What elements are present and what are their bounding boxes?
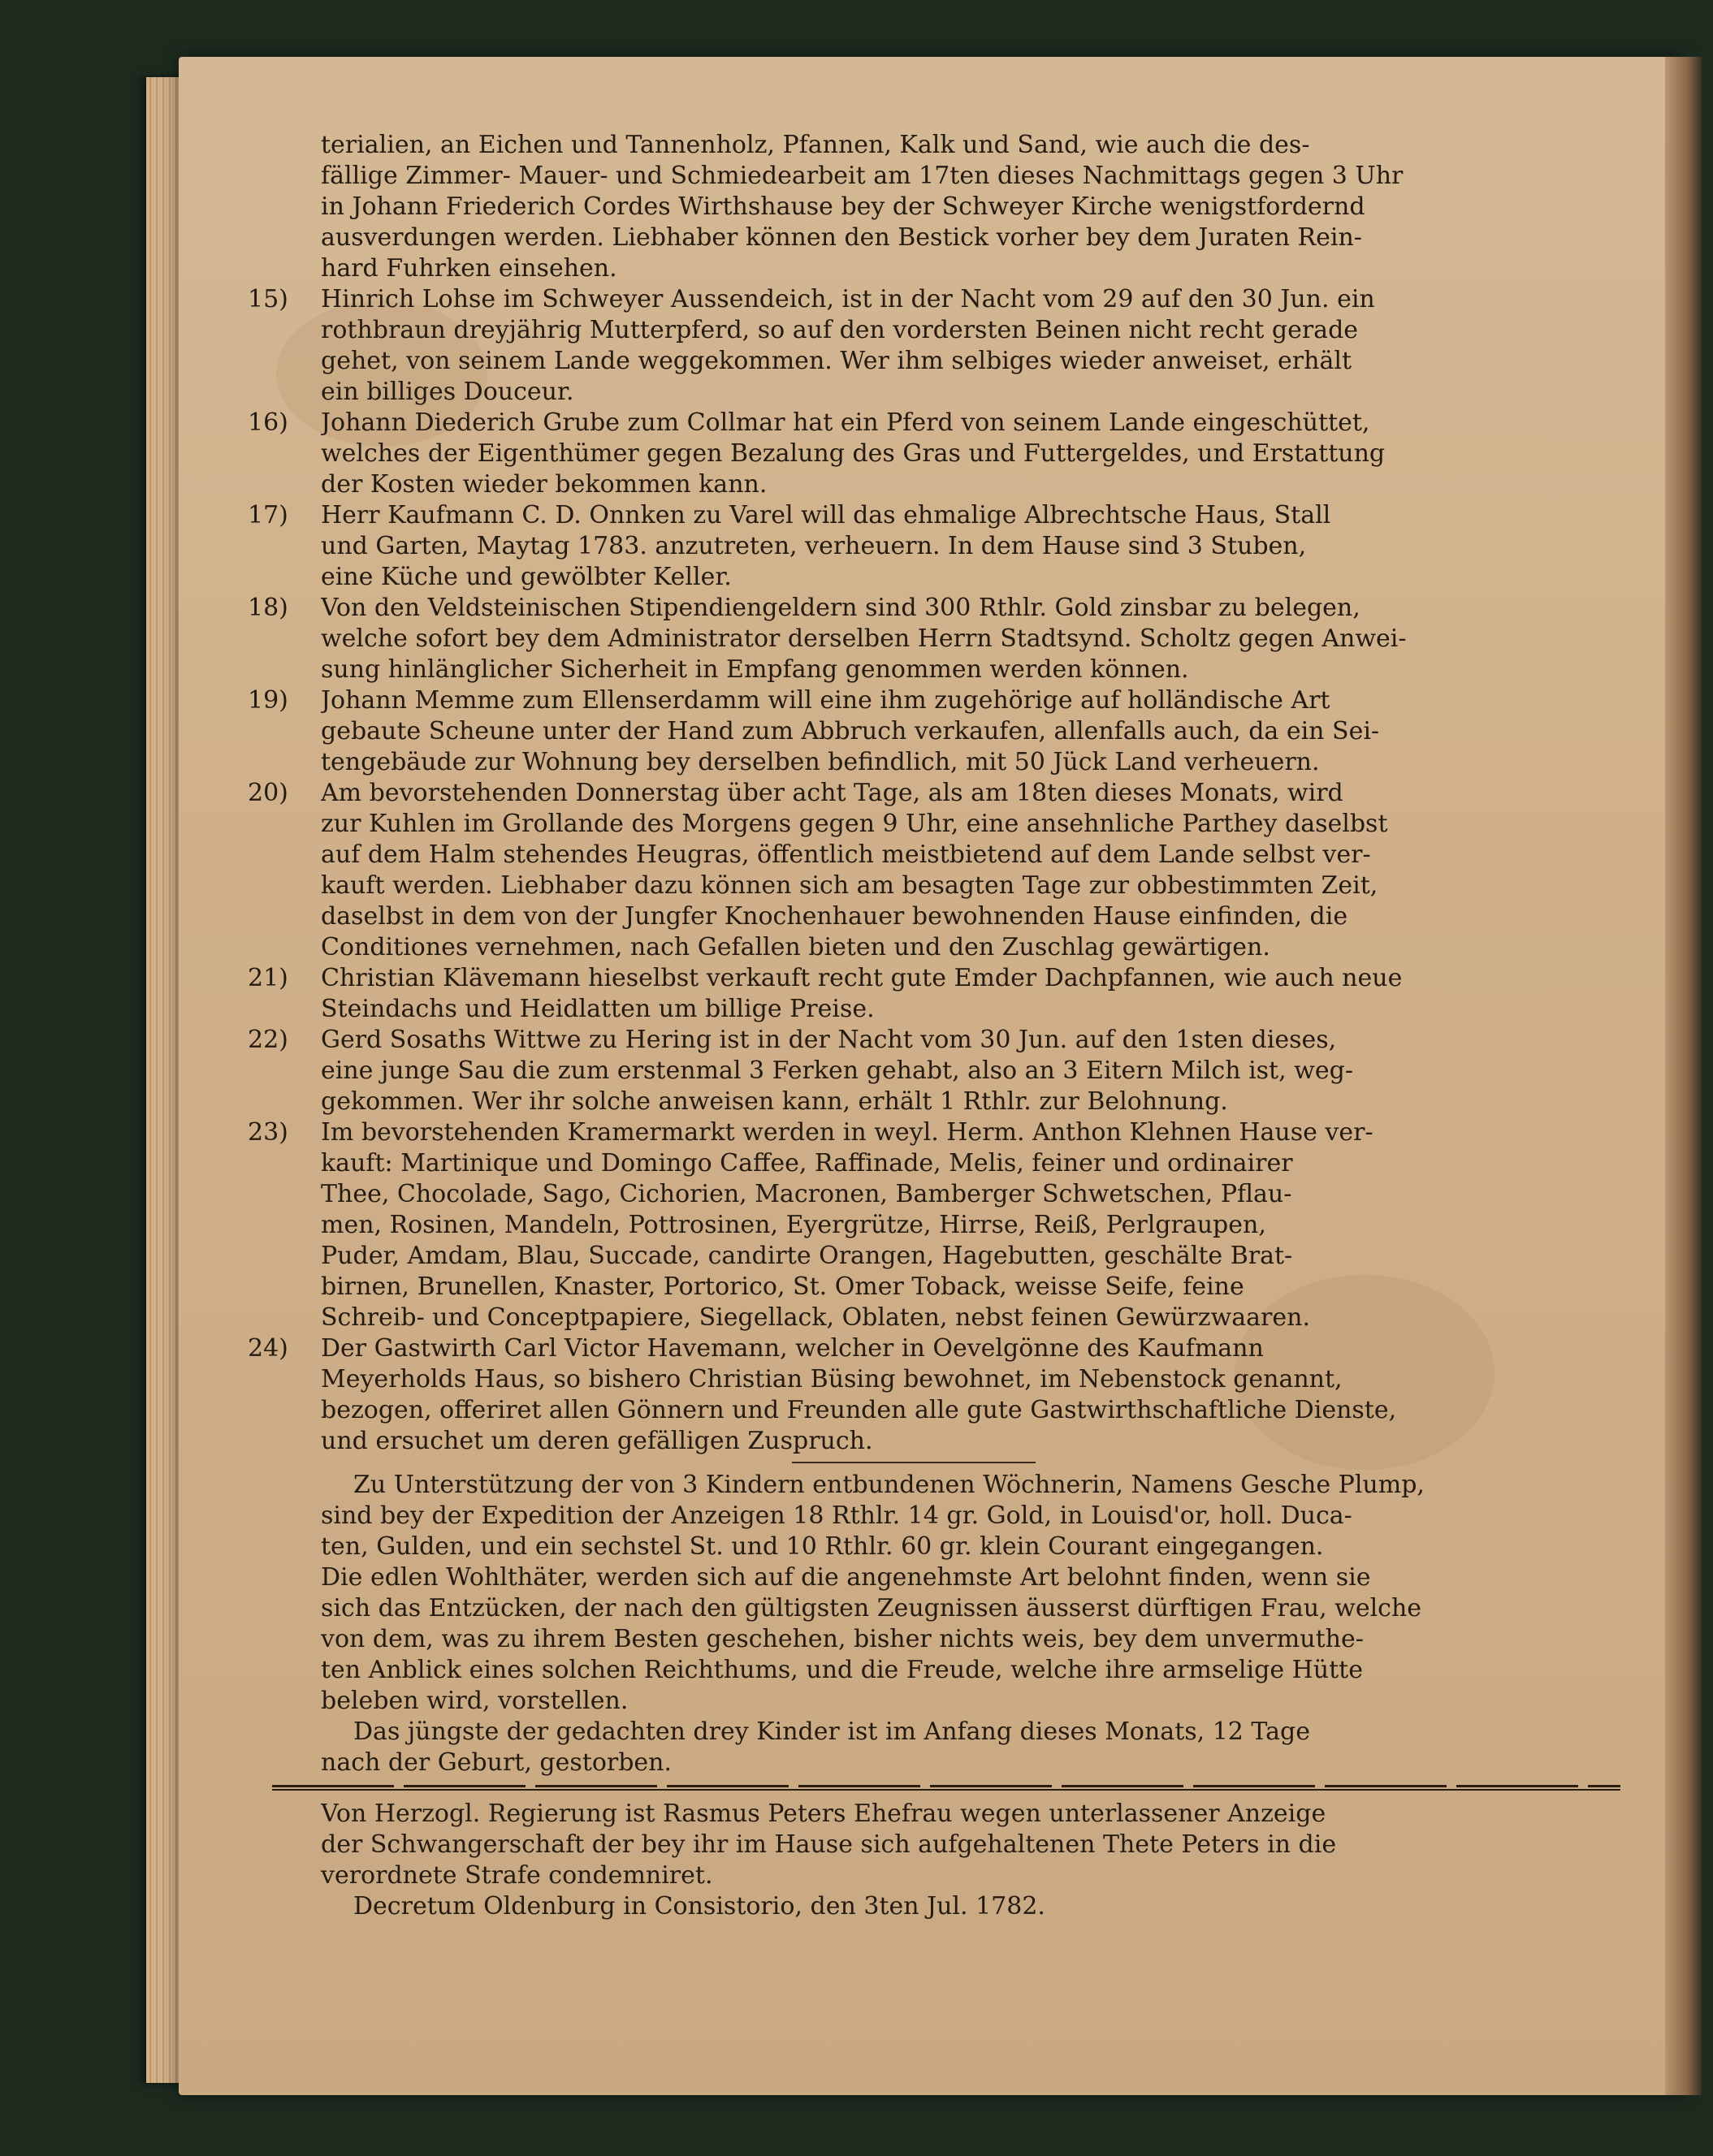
- text-line: birnen, Brunellen, Knaster, Portorico, St. Omer Toback, weisse Seife, feine: [321, 1272, 1244, 1301]
- text-line: Johann Diederich Grube zum Collmar hat ein Pferd von seinem Lande eingeschüttet,: [321, 408, 1370, 437]
- entry-item: [248, 500, 1620, 593]
- text-line: kauft werden. Liebhaber dazu können sich am besagten Tage zur obbestimmten Zeit,: [321, 871, 1378, 900]
- text-line: sich das Entzücken, der nach den gültigsten Zeugnissen äusserst dürftigen Frau, welche: [321, 1594, 1422, 1622]
- entry-item: [248, 408, 1620, 500]
- text-line: gehet, von seinem Lande weggekommen. Wer ihm selbiges wieder anweiset, erhält: [321, 347, 1352, 375]
- text-line: Johann Memme zum Ellenserdamm will eine ihm zugehörige auf holländische Art: [321, 686, 1330, 715]
- page-text: [248, 130, 1620, 1922]
- text-line: gebaute Scheune unter der Hand zum Abbruch verkaufen, allenfalls auch, da ein Sei-: [321, 717, 1380, 745]
- entry-number: 23): [248, 1118, 288, 1147]
- text-line: Die edlen Wohlthäter, werden sich auf die angenehmste Art belohnt finden, wenn sie: [321, 1563, 1371, 1592]
- text-line: welche sofort bey dem Administrator derselben Herrn Stadtsynd. Scholtz gegen Anwei-: [321, 624, 1407, 653]
- entry-number: 15): [248, 285, 288, 313]
- text-line: ten Anblick eines solchen Reichthums, und die Freude, welche ihre armselige Hütte: [321, 1656, 1363, 1684]
- text-line: beleben wird, vorstellen.: [321, 1687, 629, 1715]
- entry-item: [248, 778, 1620, 963]
- text-line: Steindachs und Heidlatten um billige Preise.: [321, 995, 875, 1023]
- text-line: Das jüngste der gedachten drey Kinder ist im Anfang dieses Monats, 12 Tage: [353, 1717, 1310, 1746]
- entry-item: [248, 593, 1620, 685]
- text-line: Der Gastwirth Carl Victor Havemann, welcher in Oevelgönne des Kaufmann: [321, 1334, 1264, 1363]
- page-right-edge: [1665, 57, 1702, 2095]
- text-line: von dem, was zu ihrem Besten geschehen, bisher nichts weis, bey dem unvermuthe-: [321, 1625, 1364, 1653]
- text-line: sung hinlänglicher Sicherheit in Empfang genommen werden können.: [321, 655, 1189, 684]
- solid-rule: [272, 1789, 1620, 1791]
- dashed-rule: [272, 1785, 1620, 1787]
- text-line: Hinrich Lohse im Schweyer Aussendeich, ist in der Nacht vom 29 auf den 30 Jun. ein: [321, 285, 1375, 313]
- text-line: tengebäude zur Wohnung bey derselben befindlich, mit 50 Jück Land verheuern.: [321, 748, 1320, 776]
- text-line: der Schwangerschaft der bey ihr im Hause sich aufgehaltenen Thete Peters in die: [321, 1830, 1337, 1859]
- text-line: ein billiges Douceur.: [321, 378, 574, 406]
- death-notice: [321, 1717, 1620, 1778]
- text-line: auf dem Halm stehendes Heugras, öffentlich meistbietend auf dem Lande selbst ver-: [321, 840, 1371, 869]
- text-line: und Garten, Maytag 1783. anzutreten, verheuern. In dem Hause sind 3 Stuben,: [321, 532, 1307, 560]
- text-line: gekommen. Wer ihr solche anweisen kann, erhält 1 Rthlr. zur Belohnung.: [321, 1087, 1228, 1116]
- entry-item: [248, 685, 1620, 778]
- text-line: Gerd Sosaths Wittwe zu Hering ist in der Nacht vom 30 Jun. auf den 1sten dieses,: [321, 1026, 1337, 1054]
- entry-number: 19): [248, 686, 288, 715]
- text-line: Im bevorstehenden Kramermarkt werden in weyl. Herm. Anthon Klehnen Hause ver-: [321, 1118, 1373, 1147]
- text-line: fällige Zimmer- Mauer- und Schmiedearbeit am 17ten dieses Nachmittags gegen 3 Uhr: [321, 162, 1404, 190]
- entry-number: 18): [248, 594, 288, 622]
- numbered-entries: [248, 284, 1620, 1457]
- text-line: und ersuchet um deren gefälligen Zuspruch.: [321, 1427, 873, 1455]
- text-line: terialien, an Eichen und Tannenholz, Pfannen, Kalk und Sand, wie auch die des-: [321, 131, 1310, 159]
- entry-number: 20): [248, 779, 288, 807]
- text-line: Christian Klävemann hieselbst verkauft recht gute Emder Dachpfannen, wie auch neue: [321, 964, 1403, 992]
- entry-item: [248, 1025, 1620, 1117]
- text-line: verordnete Strafe condemniret.: [321, 1861, 713, 1890]
- entry-item: [248, 963, 1620, 1025]
- continuation-paragraph: [321, 130, 1620, 284]
- text-line: eine junge Sau die zum erstenmal 3 Ferken gehabt, also an 3 Eitern Milch ist, weg-: [321, 1056, 1353, 1085]
- entry-number: 16): [248, 408, 288, 437]
- text-line: bezogen, offeriret allen Gönnern und Freunden alle gute Gastwirthschaftliche Dienste,: [321, 1396, 1397, 1424]
- text-line: nach der Geburt, gestorben.: [321, 1748, 673, 1777]
- text-line: zur Kuhlen im Grollande des Morgens gegen 9 Uhr, eine ansehnliche Parthey daselbst: [321, 810, 1388, 838]
- text-line: kauft: Martinique und Domingo Caffee, Raffinade, Melis, feiner und ordinairer: [321, 1149, 1293, 1177]
- entry-number: 21): [248, 964, 288, 992]
- text-line: Puder, Amdam, Blau, Succade, candirte Orangen, Hagebutten, geschälte Brat-: [321, 1242, 1293, 1270]
- decree-signature: Decretum Oldenburg in Consistorio, den 3ten Jul. 1782.: [353, 1892, 1045, 1921]
- text-line: Am bevorstehenden Donnerstag über acht Tage, als am 18ten dieses Monats, wird: [321, 779, 1343, 807]
- text-line: men, Rosinen, Mandeln, Pottrosinen, Eyergrütze, Hirrse, Reiß, Perlgraupen,: [321, 1211, 1266, 1239]
- text-line: rothbraun dreyjährig Mutterpferd, so auf den vordersten Beinen nicht recht gerade: [321, 316, 1359, 344]
- text-line: sind bey der Expedition der Anzeigen 18 Rthlr. 14 gr. Gold, in Louisd'or, holl. Duca-: [321, 1501, 1352, 1530]
- text-line: in Johann Friederich Cordes Wirthshause bey der Schweyer Kirche wenigstfordernd: [321, 192, 1365, 221]
- text-line: welches der Eigenthümer gegen Bezalung des Gras und Futtergeldes, und Erstattung: [321, 439, 1386, 468]
- entry-item: [248, 1333, 1620, 1457]
- text-line: Meyerholds Haus, so bishero Christian Büsing bewohnet, im Nebenstock genannt,: [321, 1365, 1343, 1393]
- text-line: Herr Kaufmann C. D. Onnken zu Varel will das ehmalige Albrechtsche Haus, Stall: [321, 501, 1331, 529]
- entry-number: 22): [248, 1026, 288, 1054]
- text-line: Von Herzogl. Regierung ist Rasmus Peters Ehefrau wegen unterlassener Anzeige: [321, 1800, 1326, 1828]
- text-line: daselbst in dem von der Jungfer Knochenhauer bewohnenden Hause einfinden, die: [321, 902, 1348, 931]
- text-line: Thee, Chocolade, Sago, Cichorien, Macronen, Bamberger Schwetschen, Pflau-: [321, 1180, 1292, 1208]
- entry-number: 24): [248, 1334, 288, 1363]
- text-line: ausverdungen werden. Liebhaber können den Bestick vorher bey dem Juraten Rein-: [321, 223, 1362, 252]
- donation-notice: [321, 1470, 1620, 1717]
- text-line: Conditiones vernehmen, nach Gefallen bieten und den Zuschlag gewärtigen.: [321, 933, 1270, 961]
- text-line: Zu Unterstützung der von 3 Kindern entbundenen Wöchnerin, Namens Gesche Plump,: [353, 1471, 1425, 1499]
- section-divider: [792, 1462, 1036, 1463]
- text-line: Schreib- und Conceptpapiere, Siegellack, Oblaten, nebst feinen Gewürzwaaren.: [321, 1303, 1310, 1332]
- entry-number: 17): [248, 501, 288, 529]
- text-line: hard Fuhrken einsehen.: [321, 254, 617, 283]
- text-line: Von den Veldsteinischen Stipendiengeldern sind 300 Rthlr. Gold zinsbar zu belegen,: [321, 594, 1360, 622]
- entry-item: [248, 284, 1620, 408]
- entry-item: [248, 1117, 1620, 1333]
- text-line: ten, Gulden, und ein sechstel St. und 10 Rthlr. 60 gr. klein Courant eingegangen.: [321, 1532, 1324, 1561]
- text-line: der Kosten wieder bekommen kann.: [321, 470, 768, 499]
- text-line: eine Küche und gewölbter Keller.: [321, 563, 732, 591]
- decree-notice: [321, 1799, 1620, 1891]
